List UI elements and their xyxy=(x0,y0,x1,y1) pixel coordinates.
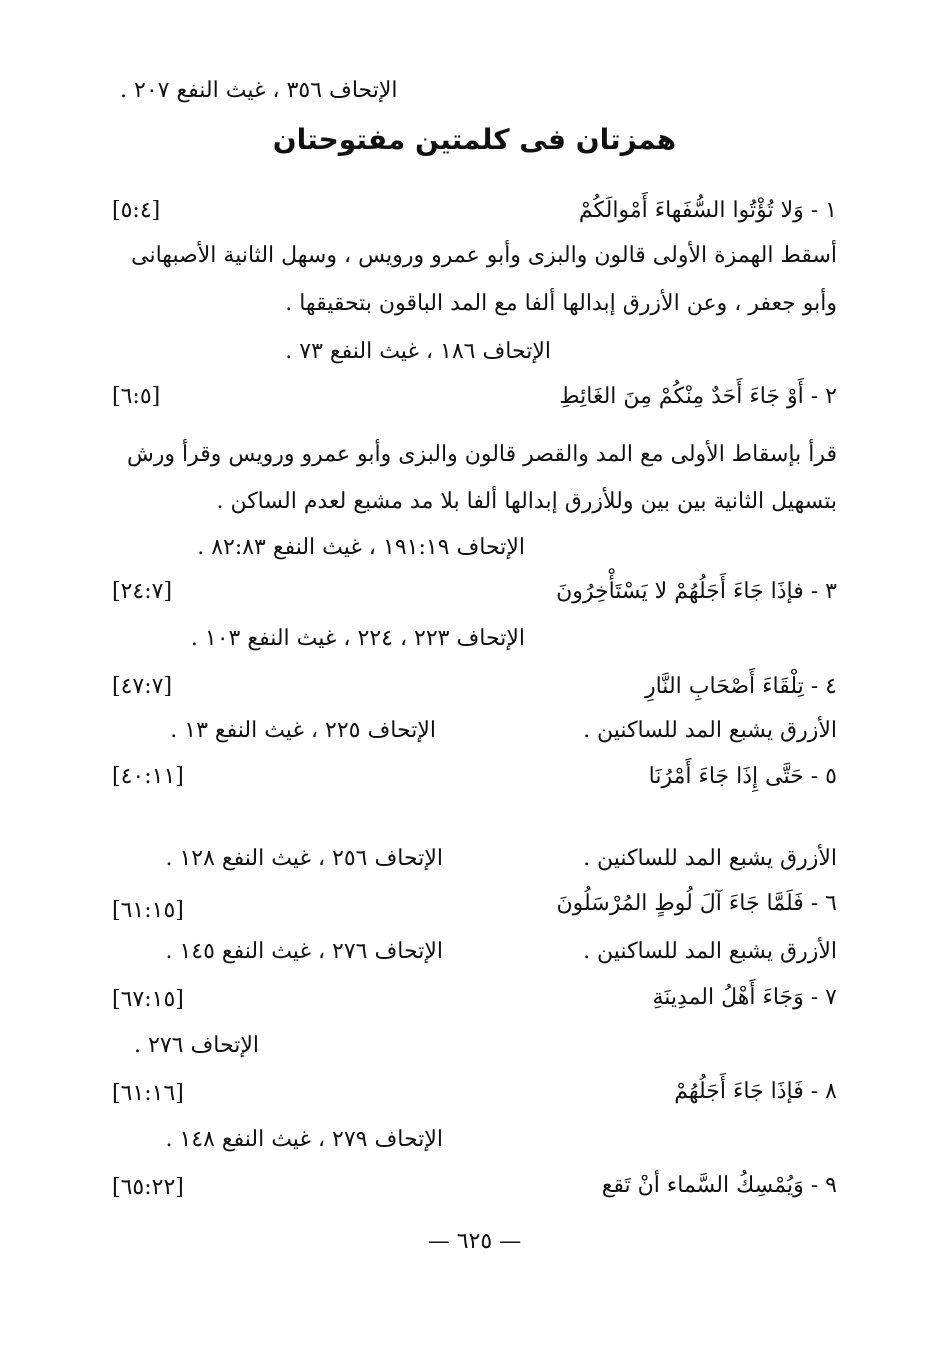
verse-5-note: الأزرق يشبع المد للساكنين . xyxy=(583,846,837,871)
page-number: — ٦٢٥ — xyxy=(427,1229,522,1254)
verse-4-source: الإتحاف ٢٢٥ ، غيث النفع ١٣ . xyxy=(170,718,436,743)
verse-7: ٧ - وَجَاءَ أَهْلُ المدِينَةِ xyxy=(652,985,837,1010)
verse-1-ref: [٥:٤] xyxy=(112,198,161,223)
header-source-text: الإتحاف ٣٥٦ ، غيث النفع ٢٠٧ . xyxy=(120,78,398,103)
verse-2-source: الإتحاف ١٩١:١٩ ، غيث النفع ٨٢:٨٣ . xyxy=(197,535,525,560)
verse-1-line-2: وأبو جعفر ، وعن الأزرق إبدالها ألفا مع المد الباقون بتحقيقها . xyxy=(285,291,837,316)
verse-1-line-1: أسقط الهمزة الأولى قالون والبزى وأبو عمرو ورويس ، وسهل الثانية الأصبهانى xyxy=(131,243,837,268)
verse-6-source: الإتحاف ٢٧٦ ، غيث النفع ١٤٥ . xyxy=(165,939,443,964)
verse-4: ٤ - تِلْقَاءَ أَصْحَابِ النَّارِ xyxy=(644,674,837,699)
verse-8-source: الإتحاف ٢٧٩ ، غيث النفع ١٤٨ . xyxy=(165,1127,443,1152)
verse-3-source: الإتحاف ٢٢٣ ، ٢٢٤ ، غيث النفع ١٠٣ . xyxy=(190,626,525,651)
verse-4-note: الأزرق يشبع المد للساكنين . xyxy=(583,718,837,743)
verse-6: ٦ - فَلَمَّا جَاءَ آلَ لُوطٍ المُرْسَلُونَ xyxy=(556,891,837,916)
verse-9: ٩ - وَيُمْسِكُ السَّماء أنْ تَقع xyxy=(601,1173,837,1198)
verse-4-ref: [٤٧:٧] xyxy=(112,674,173,699)
verse-2-line-1: قرأ بإسقاط الأولى مع المد والقصر قالون والبزى وأبو عمرو ورويس وقرأ ورش xyxy=(126,442,837,467)
verse-2: ٢ - أَوْ جَاءَ أَحَدٌ مِنْكُمْ مِنَ الغَائِطِ xyxy=(559,384,837,409)
verse-7-ref: [٦٧:١٥] xyxy=(112,987,184,1012)
verse-8: ٨ - فَإذَا جَاءَ أَجَلُهُمْ xyxy=(674,1079,837,1104)
verse-5-source: الإتحاف ٢٥٦ ، غيث النفع ١٢٨ . xyxy=(165,846,443,871)
verse-5: ٥ - حَتَّى إِذَا جَاءَ أَمْرُنَا xyxy=(648,764,837,789)
verse-5-ref: [٤٠:١١] xyxy=(112,764,184,789)
verse-9-ref: [٦٥:٢٢] xyxy=(112,1175,184,1200)
section-title: همزتان فى كلمتين مفتوحتان xyxy=(272,123,677,156)
verse-7-source: الإتحاف ٢٧٦ . xyxy=(134,1033,259,1058)
verse-6-note: الأزرق يشبع المد للساكنين . xyxy=(583,939,837,964)
verse-1-source: الإتحاف ١٨٦ ، غيث النفع ٧٣ . xyxy=(285,339,551,364)
verse-2-ref: [٦:٥] xyxy=(112,384,161,409)
verse-8-ref: [٦١:١٦] xyxy=(112,1081,184,1106)
verse-1: ١ - وَلا تُؤْتُوا السُّفَهاءَ أَمْوالَكُمْ xyxy=(578,198,837,223)
verse-6-ref: [٦١:١٥] xyxy=(112,898,184,923)
verse-2-line-2: بتسهيل الثانية بين بين وللأزرق إبدالها ألفا بلا مد مشبع لعدم الساكن . xyxy=(216,489,837,514)
verse-3: ٣ - فإذَا جَاءَ أَجَلُهُمْ لا يَسْتَأْخِرُونَ xyxy=(556,579,837,604)
verse-3-ref: [٢٤:٧] xyxy=(112,579,173,604)
